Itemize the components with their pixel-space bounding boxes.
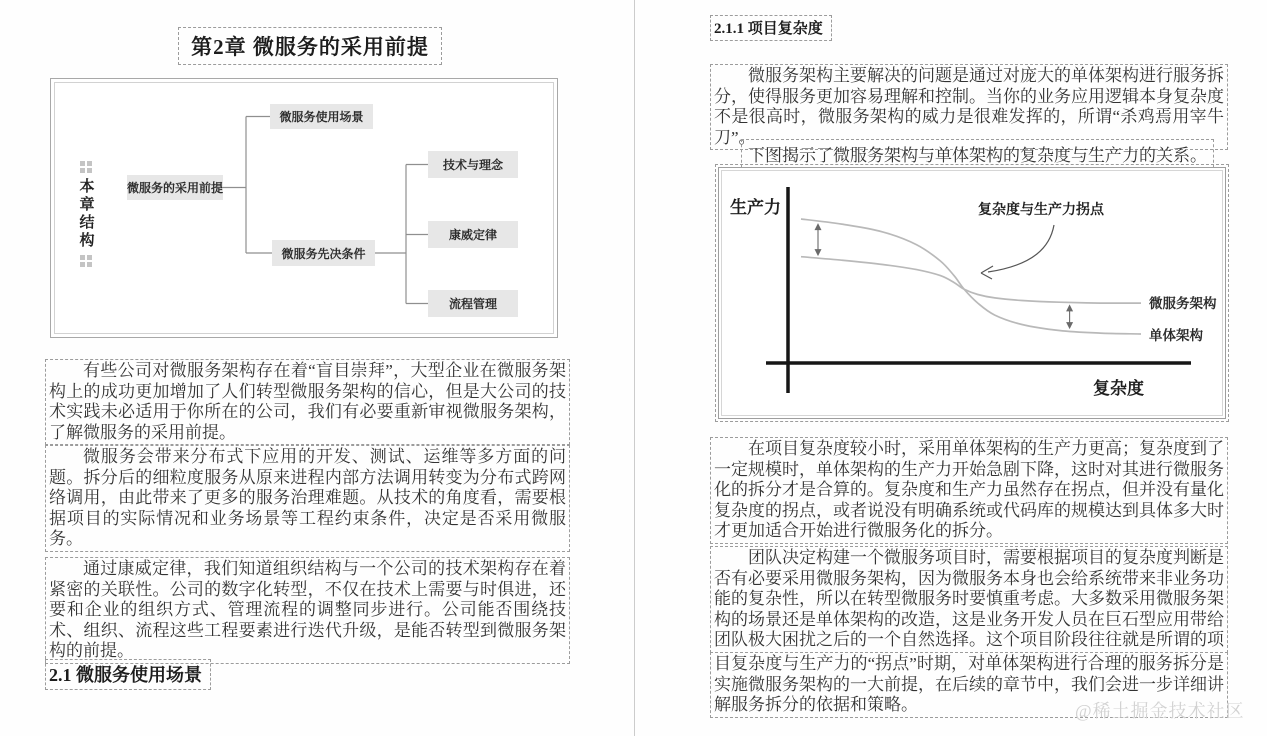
paragraph-inflection-point[interactable]: 在项目复杂度较小时，采用单体架构的生产力更高；复杂度到了一定规模时，单体架构的生产力开始急剧下降，这时对其进行微服务化的拆分才是合算的。复杂度和生产力虽然存在拐点，但并没有量化复杂度的拐点，或者说没有明确系统或代码库的规模达到具体多大时才更加适合开始进行微服务化的拆分。	[710, 437, 1228, 544]
decorative-dots-bottom-icon	[80, 255, 92, 267]
inflection-arrow	[988, 225, 1054, 272]
diagram-node-usage-scenarios: 微服务使用场景	[270, 104, 373, 129]
chapter-structure-label: 本章结构	[77, 178, 94, 250]
decorative-dots-top-icon	[80, 161, 92, 173]
diagram-node-technology: 技术与理念	[428, 151, 518, 178]
series-label-microservice: 微服务架构	[1149, 296, 1217, 311]
x-axis-label: 复杂度	[1093, 379, 1144, 398]
productivity-complexity-figure	[715, 164, 1229, 422]
paragraph-conway-law[interactable]: 通过康威定律，我们知道组织结构与一个公司的技术架构存在着紧密的关联性。公司的数字化转型，不仅在技术上需要与时俱进，还要和企业的组织方式、管理流程的调整同步进行。公司能否围绕技术、组织、流程这些工程要素进行迭代升级，是能否转型到微服务架构的前提。	[45, 557, 570, 664]
figure-inner-border	[721, 170, 1223, 416]
watermark: @稀土掘金技术社区	[1075, 701, 1245, 721]
chapter-structure-figure	[50, 78, 558, 338]
section-heading-2-1-1[interactable]: 2.1.1 项目复杂度	[710, 15, 832, 41]
paragraph-team-decision[interactable]: 团队决定构建一个微服务项目时，需要根据项目的复杂度判断是否有必要采用微服务架构，因为微服务本身也会给系统带来非业务功能的复杂性，所以在转型微服务时要慎重考虑。大多数采用微服务架构的场景还是单体架构的改造，这是业务开发人员在巨石型应用带给团队极大困扰之后的一个自然选择。这个项目阶段往往就是所谓的项	[710, 546, 1228, 653]
diagram-node-conway-law: 康威定律	[428, 221, 518, 248]
figure-outer-border	[718, 167, 1226, 419]
series-label-monolith: 单体架构	[1149, 328, 1203, 343]
diagram-node-root: 微服务的采用前提	[127, 175, 223, 200]
chart-curves	[801, 219, 1141, 334]
section-heading-2-1[interactable]: 2.1 微服务使用场景	[45, 659, 211, 690]
diagram-node-prerequisites: 微服务先决条件	[272, 240, 375, 266]
chapter-structure-sidebar	[75, 161, 97, 267]
page-divider	[634, 0, 635, 736]
paragraph-blind-worship[interactable]: 有些公司对微服务架构存在着“盲目崇拜”，大型企业在微服务架构上的成功更加增加了人们转型微服务架构的信心，但是大公司的技术实践未必适用于你所在的公司，我们有必要重新审视微服务架构，了解微服务的采用前提。	[45, 359, 570, 445]
inflection-annotation: 复杂度与生产力拐点	[978, 203, 1104, 218]
paragraph-team-decision-continued[interactable]: 目复杂度与生产力的“拐点”时期，对单体架构进行合理的服务拆分是实施微服务架构的一大前提，在后续的章节中，我们会进一步详细讲解服务拆分的依据和策略。	[710, 652, 1228, 718]
paragraph-project-complexity-intro[interactable]: 微服务架构主要解决的问题是通过对庞大的单体架构进行服务拆分，使得服务更加容易理解和控制。当你的业务应用逻辑本身复杂度不是很高时，微服务架构的威力是很难发挥的，所谓“杀鸡焉用宰牛刀”。	[710, 64, 1228, 150]
inflection-arrowhead-icon	[981, 266, 993, 279]
chapter-title[interactable]: 第2章 微服务的采用前提	[178, 27, 442, 65]
curve-单体架构	[801, 219, 1141, 334]
productivity-complexity-chart	[722, 171, 1222, 415]
chapter-title-row	[40, 27, 580, 65]
figure-caption-line[interactable]: 下图揭示了微服务架构与单体架构的复杂度与生产力的关系。	[741, 139, 1214, 168]
y-axis-label: 生产力	[730, 198, 781, 217]
paragraph-distributed-problems[interactable]: 微服务会带来分布式下应用的开发、测试、运维等多方面的问题。拆分后的细粒度服务从原来进程内部方法调用转变为分布式跨网络调用，由此带来了更多的服务治理难题。从技术的角度看，需要根据项目的实际情况和业务场景等工程约束条件，决定是否采用微服务。	[45, 445, 570, 552]
diagram-node-process-management: 流程管理	[428, 290, 518, 317]
